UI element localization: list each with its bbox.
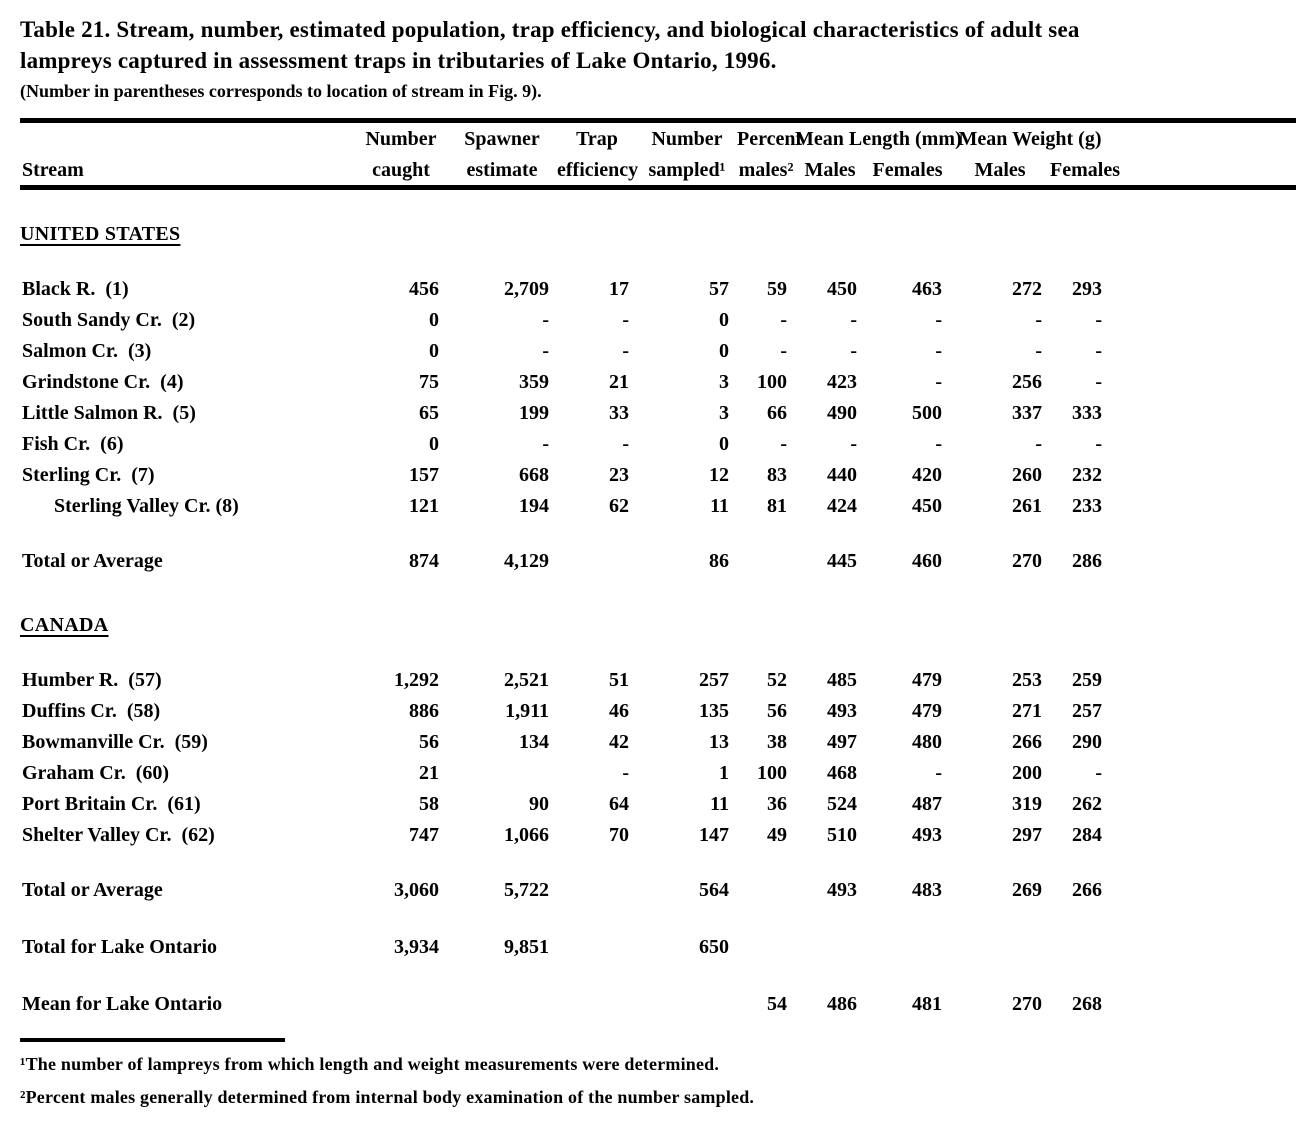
data-row — [20, 336, 1296, 367]
value-cell: - — [935, 762, 943, 784]
value-cell: - — [1035, 433, 1043, 455]
value-cell: - — [850, 340, 857, 362]
stream-cell: Bowmanville Cr. (59) — [22, 731, 208, 753]
value-cell: 270 — [1012, 993, 1043, 1015]
header-spawner-estimate-line2: estimate — [466, 159, 538, 181]
value-cell: 13 — [709, 731, 729, 753]
value-cell — [865, 932, 950, 963]
table-title-note: (Number in parentheses corresponds to location of stream in Fig. 9). — [20, 81, 542, 101]
value-cell: 12 — [709, 464, 729, 486]
spacer-cell — [20, 641, 1296, 665]
value-cell: 450 — [912, 495, 943, 517]
stream-cell: Port Britain Cr. (61) — [22, 793, 201, 815]
value-cell — [737, 932, 795, 963]
spacer-row — [20, 641, 1296, 665]
value-cell — [637, 989, 737, 1020]
total-row — [20, 989, 1296, 1020]
data-row — [20, 727, 1296, 758]
value-cell: - — [780, 309, 787, 331]
value-cell: 56 — [767, 700, 787, 722]
header-percent-males-line2: males² — [738, 159, 794, 181]
header-row-1 — [20, 121, 1296, 155]
value-cell: 0 — [719, 340, 729, 362]
value-cell: 232 — [1072, 464, 1103, 486]
value-cell: 259 — [1072, 669, 1103, 691]
value-cell: - — [1035, 309, 1043, 331]
value-cell: 480 — [912, 731, 943, 753]
data-row — [20, 398, 1296, 429]
value-cell: - — [1095, 433, 1103, 455]
value-cell: 445 — [827, 550, 857, 572]
value-cell: 2,709 — [504, 278, 549, 300]
filler-cell — [1110, 665, 1296, 696]
stream-cell: Duffins Cr. (58) — [22, 700, 161, 722]
value-cell: 5,722 — [504, 879, 549, 901]
value-cell: 1 — [719, 762, 729, 784]
value-cell: 46 — [609, 700, 629, 722]
spacer-row — [20, 250, 1296, 274]
value-cell: 483 — [912, 879, 943, 901]
stream-cell: Shelter Valley Cr. (62) — [22, 824, 215, 846]
header-trap-efficiency-line2: efficiency — [557, 159, 639, 181]
header-mean-weight-females: Females — [1050, 159, 1120, 181]
value-cell: - — [1095, 762, 1103, 784]
value-cell: 486 — [827, 993, 857, 1015]
stream-cell: Total or Average — [22, 550, 163, 572]
value-cell: 293 — [1072, 278, 1103, 300]
filler-cell — [1110, 758, 1296, 789]
value-cell: - — [542, 433, 549, 455]
value-cell: 333 — [1072, 402, 1103, 424]
header-number-caught-line2: caught — [372, 159, 430, 181]
value-cell: 52 — [767, 669, 787, 691]
value-cell: 17 — [609, 278, 629, 300]
value-cell: 36 — [767, 793, 787, 815]
header-mean-length-males: Males — [804, 159, 856, 181]
header-mean-weight-males: Males — [974, 159, 1026, 181]
value-cell — [557, 546, 637, 577]
value-cell: 59 — [767, 278, 787, 300]
value-cell: 200 — [1012, 762, 1043, 784]
section-cell — [20, 216, 1296, 250]
total-row — [20, 875, 1296, 906]
value-cell: 564 — [699, 879, 729, 901]
value-cell: 493 — [912, 824, 943, 846]
value-cell: - — [850, 309, 857, 331]
stream-cell: Black R. (1) — [22, 278, 129, 300]
value-cell: 481 — [912, 993, 943, 1015]
filler-cell — [1110, 989, 1296, 1020]
value-cell: 479 — [912, 700, 943, 722]
stream-cell: Graham Cr. (60) — [22, 762, 170, 784]
stream-cell: Sterling Valley Cr. (8) — [54, 495, 239, 517]
value-cell: 147 — [699, 824, 729, 846]
filler-cell — [1110, 460, 1296, 491]
table-title-line-2: lampreys captured in assessment traps in tributaries of Lake Ontario, 1996. — [20, 48, 777, 73]
value-cell — [737, 546, 795, 577]
value-cell: 1,911 — [505, 700, 549, 722]
value-cell: 668 — [519, 464, 549, 486]
value-cell: 297 — [1012, 824, 1043, 846]
filler-cell — [1110, 429, 1296, 460]
data-row — [20, 429, 1296, 460]
value-cell: 337 — [1012, 402, 1043, 424]
value-cell: 4,129 — [504, 550, 549, 572]
filler-cell — [1110, 789, 1296, 820]
value-cell: 257 — [1072, 700, 1103, 722]
value-cell: - — [935, 371, 943, 393]
spacer-cell — [20, 577, 1296, 607]
value-cell: 440 — [827, 464, 857, 486]
value-cell: 0 — [429, 309, 439, 331]
value-cell: 485 — [827, 669, 857, 691]
value-cell: 479 — [912, 669, 943, 691]
data-row — [20, 305, 1296, 336]
footnotes-block — [20, 1048, 1296, 1114]
header-number-sampled-line2: sampled¹ — [648, 159, 726, 181]
spacer-cell — [20, 188, 1296, 217]
value-cell: 0 — [429, 433, 439, 455]
value-cell: 3 — [719, 371, 729, 393]
filler-cell — [1110, 696, 1296, 727]
footnote-2: ²Percent males generally determined from internal body examination of the number sampled. — [20, 1087, 755, 1107]
value-cell: 134 — [519, 731, 549, 753]
value-cell: 424 — [827, 495, 857, 517]
value-cell: 253 — [1012, 669, 1043, 691]
table-body — [20, 188, 1296, 1021]
stream-cell: Humber R. (57) — [22, 669, 162, 691]
data-row — [20, 789, 1296, 820]
value-cell: 284 — [1072, 824, 1103, 846]
filler-cell — [1110, 367, 1296, 398]
filler-cell — [1110, 398, 1296, 429]
value-cell: 233 — [1072, 495, 1103, 517]
spacer-cell — [20, 906, 1296, 932]
value-cell: 121 — [409, 495, 439, 517]
value-cell: - — [1095, 309, 1103, 331]
value-cell: 66 — [767, 402, 787, 424]
spacer-cell — [20, 522, 1296, 546]
value-cell: - — [935, 433, 943, 455]
value-cell: 11 — [710, 495, 729, 517]
value-cell — [795, 932, 865, 963]
stream-cell: Total for Lake Ontario — [22, 936, 218, 958]
stream-cell: Little Salmon R. (5) — [22, 402, 196, 424]
value-cell: 58 — [419, 793, 439, 815]
header-trap-efficiency-line1: Trap — [576, 128, 618, 150]
stream-cell: Total or Average — [22, 879, 163, 901]
data-row — [20, 367, 1296, 398]
value-cell — [447, 758, 557, 789]
value-cell: 874 — [409, 550, 439, 572]
value-cell: - — [1095, 371, 1103, 393]
value-cell: - — [850, 433, 857, 455]
value-cell: 490 — [827, 402, 857, 424]
spacer-row — [20, 577, 1296, 607]
value-cell — [950, 932, 1050, 963]
value-cell: 70 — [609, 824, 629, 846]
spacer-cell — [20, 250, 1296, 274]
value-cell: 75 — [419, 371, 439, 393]
data-row — [20, 274, 1296, 305]
value-cell: 100 — [757, 762, 787, 784]
value-cell: 886 — [409, 700, 439, 722]
value-cell: 493 — [827, 879, 857, 901]
value-cell: 0 — [719, 309, 729, 331]
value-cell: 423 — [827, 371, 857, 393]
value-cell: 524 — [827, 793, 857, 815]
total-row — [20, 932, 1296, 963]
value-cell: 0 — [719, 433, 729, 455]
spacer-row — [20, 188, 1296, 217]
value-cell — [557, 875, 637, 906]
value-cell: 456 — [409, 278, 439, 300]
value-cell: 500 — [912, 402, 943, 424]
value-cell: 2,521 — [504, 669, 549, 691]
value-cell: - — [542, 340, 549, 362]
value-cell: 51 — [609, 669, 629, 691]
value-cell: 62 — [609, 495, 629, 517]
value-cell: 260 — [1012, 464, 1043, 486]
value-cell: 3,060 — [394, 879, 439, 901]
value-cell: 420 — [912, 464, 943, 486]
stream-cell: Sterling Cr. (7) — [22, 464, 155, 486]
value-cell — [447, 989, 557, 1020]
header-spawner-estimate-line1: Spawner — [464, 128, 540, 150]
value-cell: 194 — [519, 495, 549, 517]
total-row — [20, 546, 1296, 577]
section-heading: CANADA — [20, 614, 109, 636]
value-cell: 747 — [409, 824, 439, 846]
stream-cell: Mean for Lake Ontario — [22, 993, 223, 1015]
value-cell: 286 — [1072, 550, 1103, 572]
value-cell — [737, 875, 795, 906]
value-cell: 21 — [419, 762, 439, 784]
value-cell: - — [780, 433, 787, 455]
header-filler — [1110, 121, 1296, 188]
section-cell — [20, 607, 1296, 641]
section-row — [20, 216, 1296, 250]
data-row — [20, 460, 1296, 491]
spacer-row — [20, 522, 1296, 546]
data-row — [20, 696, 1296, 727]
stream-cell: Grindstone Cr. (4) — [22, 371, 184, 393]
value-cell: 65 — [419, 402, 439, 424]
filler-cell — [1110, 727, 1296, 758]
value-cell: 86 — [709, 550, 729, 572]
value-cell: 54 — [767, 993, 787, 1015]
value-cell: 266 — [1012, 731, 1043, 753]
value-cell — [1050, 932, 1110, 963]
spacer-row — [20, 851, 1296, 875]
value-cell: 256 — [1012, 371, 1043, 393]
value-cell: 83 — [767, 464, 787, 486]
filler-cell — [1110, 820, 1296, 851]
value-cell: - — [935, 340, 943, 362]
value-cell: 269 — [1012, 879, 1043, 901]
value-cell: 57 — [709, 278, 729, 300]
value-cell: 257 — [699, 669, 729, 691]
value-cell: 497 — [827, 731, 857, 753]
value-cell: 261 — [1012, 495, 1043, 517]
filler-cell — [1110, 336, 1296, 367]
value-cell — [557, 989, 637, 1020]
stream-cell: Salmon Cr. (3) — [22, 340, 152, 362]
header-mean-length-group: Mean Length (mm) — [795, 128, 962, 150]
value-cell: 100 — [757, 371, 787, 393]
value-cell: 21 — [609, 371, 629, 393]
value-cell: 270 — [1012, 550, 1043, 572]
value-cell: 33 — [609, 402, 629, 424]
value-cell: 38 — [767, 731, 787, 753]
value-cell: 56 — [419, 731, 439, 753]
header-number-sampled-line1: Number — [651, 128, 723, 150]
value-cell: 359 — [519, 371, 549, 393]
value-cell: 199 — [519, 402, 549, 424]
value-cell: - — [780, 340, 787, 362]
value-cell: 0 — [429, 340, 439, 362]
value-cell: 157 — [409, 464, 439, 486]
spacer-cell — [20, 963, 1296, 989]
value-cell: 271 — [1012, 700, 1043, 722]
section-row — [20, 607, 1296, 641]
value-cell: - — [622, 340, 629, 362]
value-cell: 262 — [1072, 793, 1103, 815]
value-cell: 135 — [699, 700, 729, 722]
value-cell: 272 — [1012, 278, 1043, 300]
spacer-row — [20, 906, 1296, 932]
table-header — [20, 121, 1296, 188]
value-cell: 290 — [1072, 731, 1103, 753]
spacer-cell — [20, 851, 1296, 875]
value-cell: - — [622, 762, 629, 784]
value-cell: 3 — [719, 402, 729, 424]
data-row — [20, 758, 1296, 789]
filler-cell — [1110, 274, 1296, 305]
header-mean-length-females: Females — [872, 159, 943, 181]
header-stream: Stream — [22, 159, 84, 181]
filler-cell — [1110, 932, 1296, 963]
value-cell: - — [1095, 340, 1103, 362]
section-heading: UNITED STATES — [20, 223, 181, 245]
value-cell: 268 — [1072, 993, 1103, 1015]
stream-cell: Fish Cr. (6) — [22, 433, 124, 455]
value-cell: 1,292 — [394, 669, 439, 691]
data-row — [20, 820, 1296, 851]
header-percent-males-line1: Percent — [737, 128, 803, 150]
table-title-line-1: Table 21. Stream, number, estimated population, trap efficiency, and biological characteristics of adult sea — [20, 17, 1080, 42]
value-cell: 3,934 — [394, 936, 439, 958]
value-cell — [355, 989, 447, 1020]
value-cell: - — [542, 309, 549, 331]
value-cell — [557, 932, 637, 963]
filler-cell — [1110, 546, 1296, 577]
value-cell: 650 — [699, 936, 729, 958]
value-cell: - — [1035, 340, 1043, 362]
spacer-row — [20, 963, 1296, 989]
value-cell: 42 — [609, 731, 629, 753]
value-cell: 81 — [767, 495, 787, 517]
value-cell: 11 — [710, 793, 729, 815]
data-row — [20, 491, 1296, 522]
value-cell: 49 — [767, 824, 787, 846]
value-cell: - — [935, 309, 943, 331]
value-cell: 9,851 — [504, 936, 549, 958]
value-cell: 90 — [529, 793, 549, 815]
value-cell: 510 — [827, 824, 857, 846]
filler-cell — [1110, 875, 1296, 906]
filler-cell — [1110, 305, 1296, 336]
value-cell: 463 — [912, 278, 943, 300]
value-cell: 64 — [609, 793, 629, 815]
value-cell: 493 — [827, 700, 857, 722]
value-cell: 23 — [609, 464, 629, 486]
lamprey-data-table — [20, 118, 1296, 1020]
filler-cell — [1110, 491, 1296, 522]
value-cell: - — [622, 309, 629, 331]
header-number-caught-line1: Number — [365, 128, 437, 150]
stream-cell: South Sandy Cr. (2) — [22, 309, 196, 331]
value-cell: 450 — [827, 278, 857, 300]
header-mean-weight-group: Mean Weight (g) — [958, 128, 1102, 150]
value-cell: 319 — [1012, 793, 1043, 815]
value-cell: 460 — [912, 550, 943, 572]
footnote-divider — [20, 1038, 285, 1042]
value-cell: - — [622, 433, 629, 455]
value-cell: 487 — [912, 793, 943, 815]
value-cell: 468 — [827, 762, 857, 784]
value-cell: 266 — [1072, 879, 1103, 901]
footnote-1: ¹The number of lampreys from which length and weight measurements were determined. — [20, 1054, 720, 1074]
data-row — [20, 665, 1296, 696]
value-cell: 1,066 — [504, 824, 549, 846]
